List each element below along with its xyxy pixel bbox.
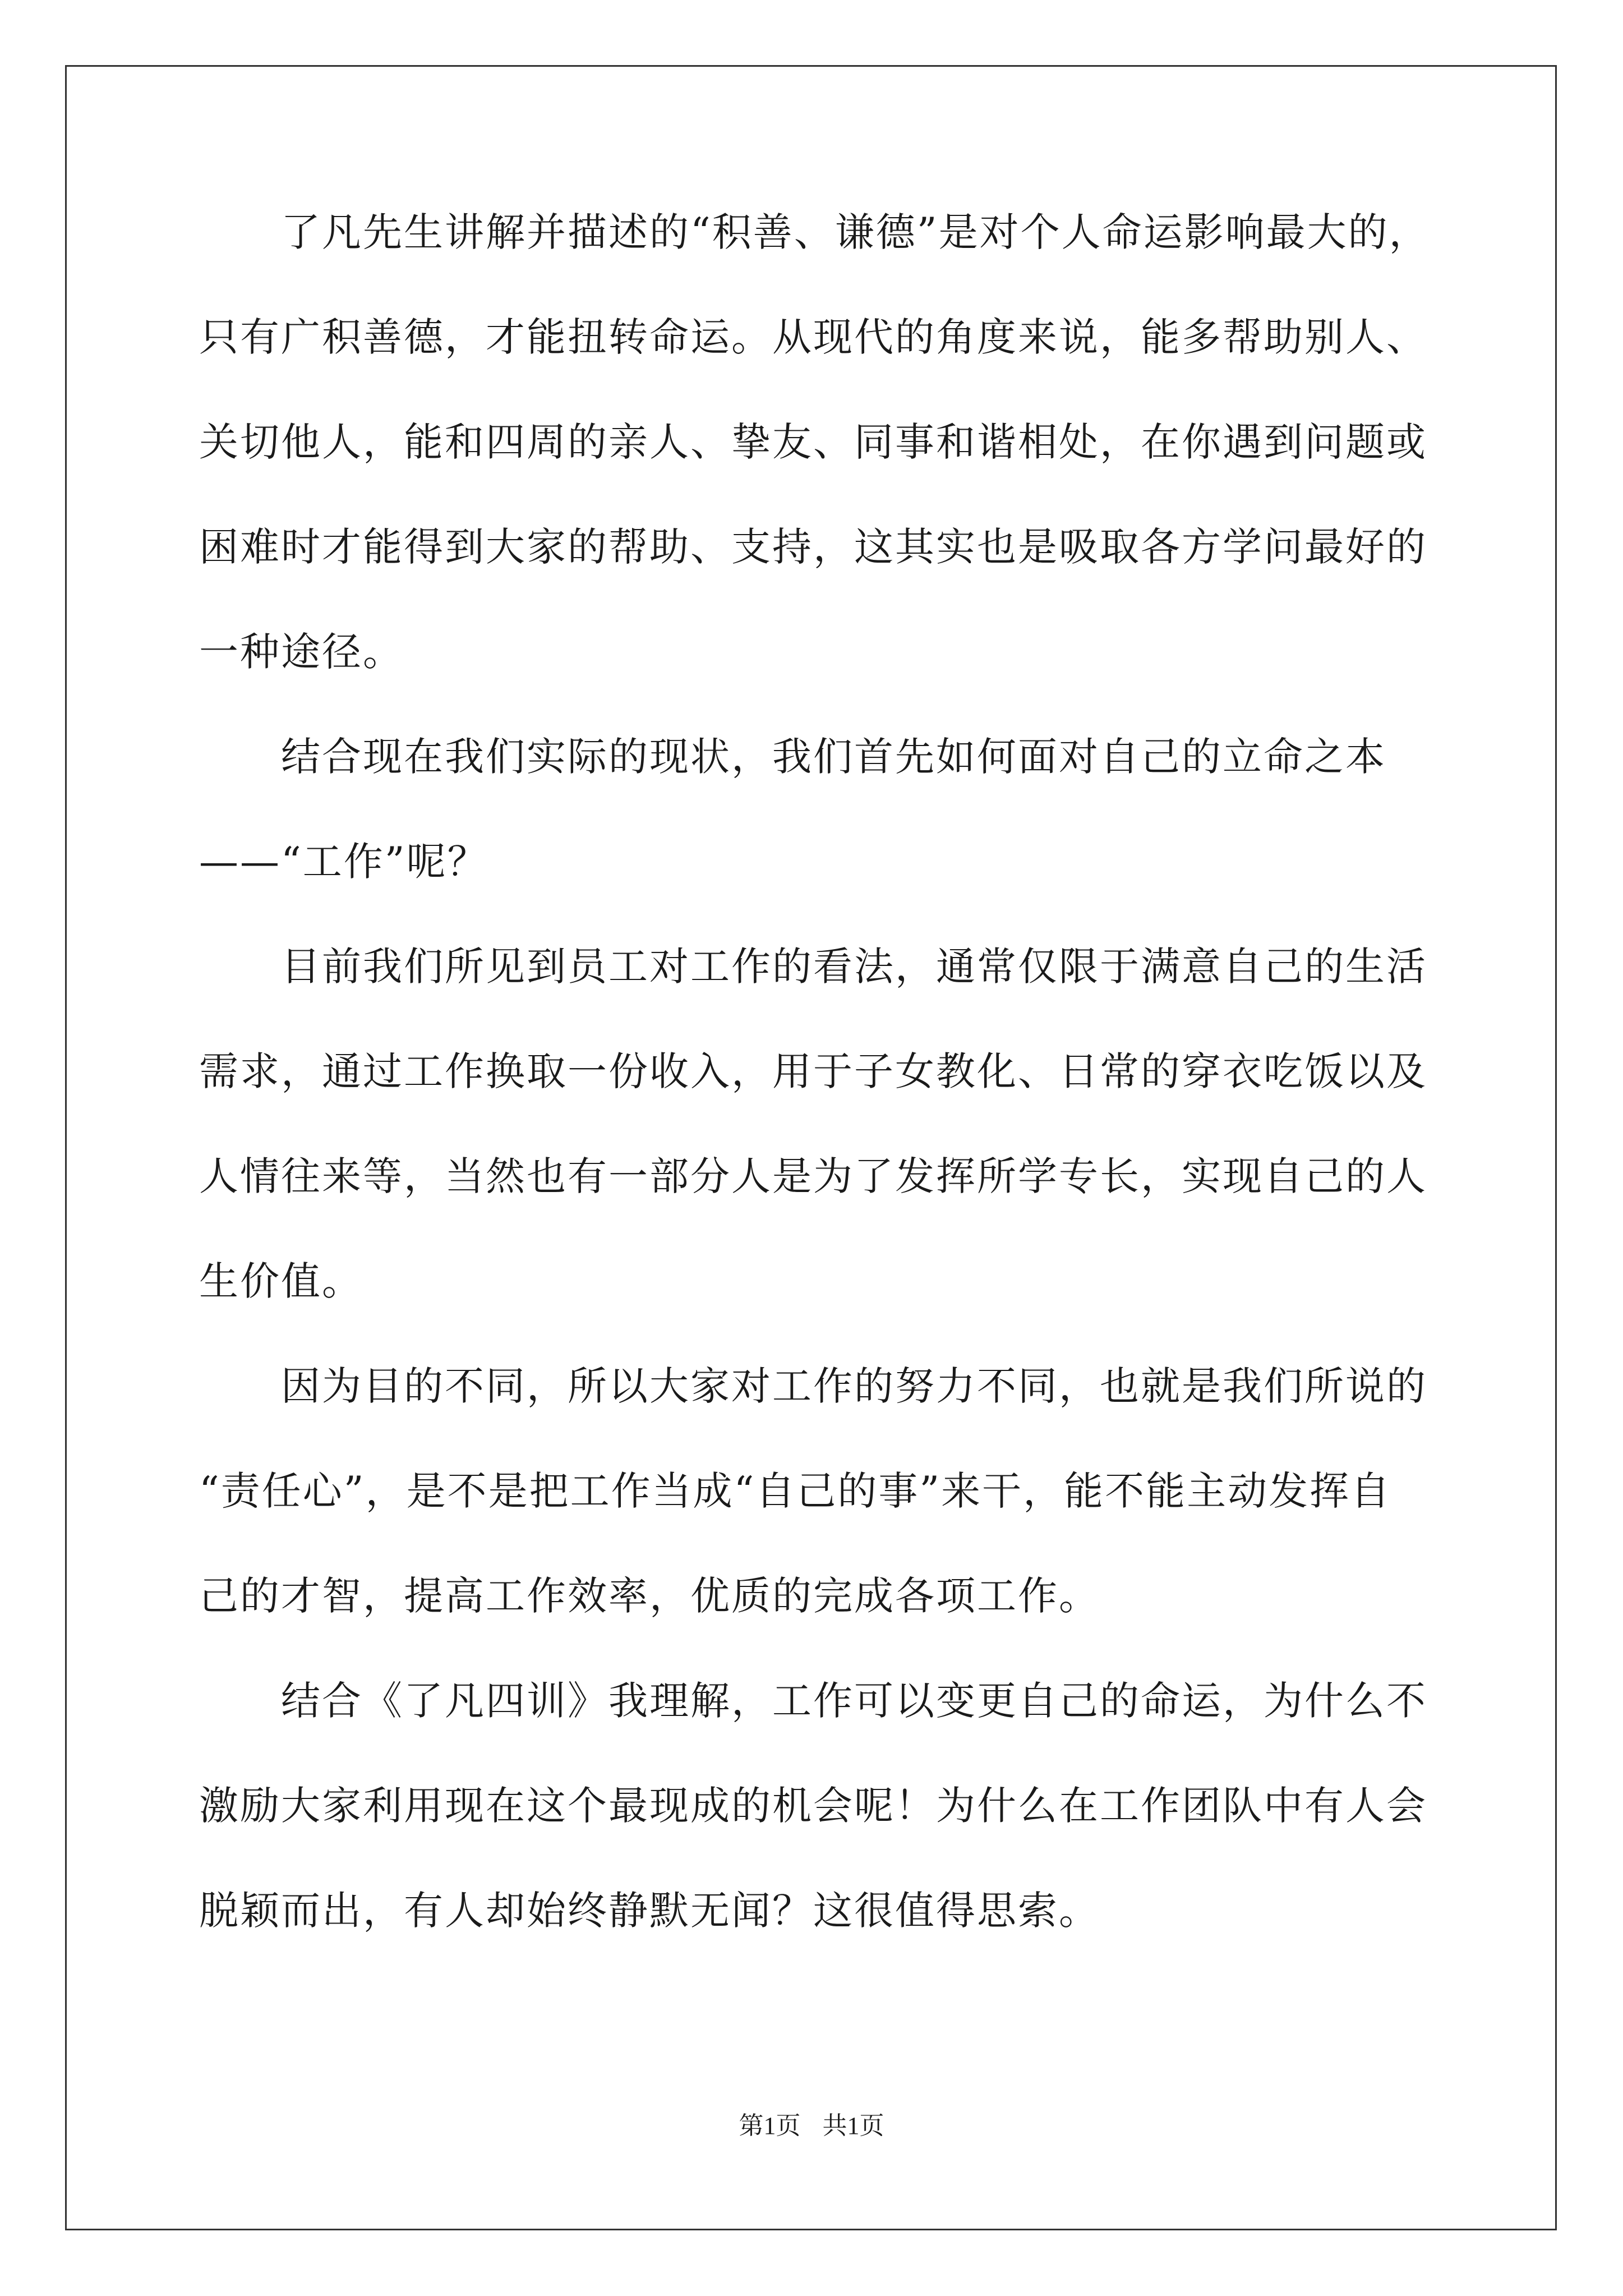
text-line: 一种途径。 [199, 629, 404, 675]
text-line: 目前我们所见到员工对工作的看法，通常仅限于满意自己的生活 [199, 944, 1427, 990]
text-line: 困难时才能得到大家的帮助、支持，这其实也是吸取各方学问最好的 [199, 524, 1427, 570]
page-footer [0, 2109, 1623, 2143]
text-line: 了凡先生讲解并描述的“积善、谦德”是对个人命运影响最大的， [199, 209, 1430, 255]
text-line: 需求，通过工作换取一份收入，用于子女教化、日常的穿衣吃饭以及 [199, 1048, 1427, 1094]
text-line: 结合现在我们实际的现状，我们首先如何面对自己的立命之本 [199, 734, 1386, 780]
text-line: 关切他人，能和四周的亲人、挚友、同事和谐相处，在你遇到问题或 [199, 419, 1427, 465]
page-number: 第1页 [739, 2112, 801, 2139]
text-line: 己的才智，提高工作效率，优质的完成各项工作。 [199, 1573, 1100, 1619]
text-line: 因为目的不同，所以大家对工作的努力不同，也就是我们所说的 [199, 1363, 1427, 1409]
text-line: 人情往来等，当然也有一部分人是为了发挥所学专长，实现自己的人 [199, 1153, 1427, 1199]
text-line: 激励大家利用现在这个最现成的机会呢！为什么在工作团队中有人会 [199, 1783, 1427, 1829]
text-line: 生价值。 [199, 1258, 363, 1304]
text-line: “责任心”，是不是把工作当成“自己的事”来干，能不能主动发挥自 [199, 1468, 1392, 1514]
text-line: ——“工作”呢？ [199, 839, 488, 885]
text-line: 只有广积善德，才能扭转命运。从现代的角度来说，能多帮助别人、 [199, 314, 1427, 360]
text-line: 脱颖而出，有人却始终静默无闻？这很值得思索。 [199, 1888, 1100, 1934]
text-line: 结合《了凡四训》我理解，工作可以变更自己的命运，为什么不 [199, 1678, 1427, 1724]
page-total: 共1页 [822, 2112, 884, 2139]
